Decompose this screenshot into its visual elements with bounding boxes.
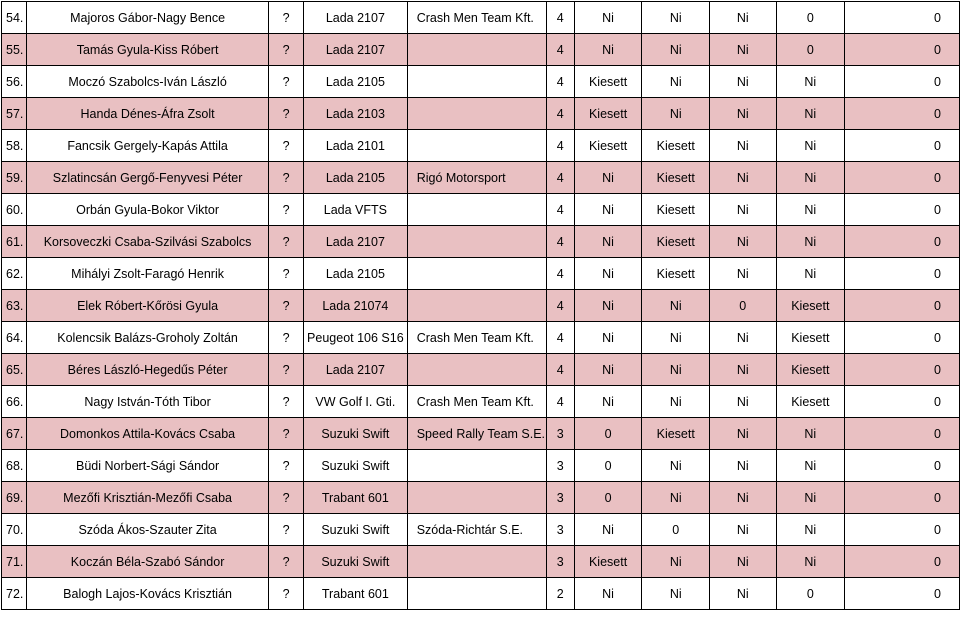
nationality-cell: ?	[269, 66, 304, 98]
team-cell: Crash Men Team Kft.	[407, 2, 546, 34]
car-cell: Suzuki Swift	[304, 546, 408, 578]
stage-1-cell: Ni	[574, 2, 642, 34]
class-cell: 3	[546, 546, 574, 578]
nationality-cell: ?	[269, 354, 304, 386]
stage-3-cell: Ni	[710, 322, 776, 354]
stage-2-cell: Ni	[642, 98, 710, 130]
position-cell: 70.	[2, 514, 27, 546]
stage-4-cell: 0	[776, 2, 845, 34]
table-row	[2, 514, 960, 546]
stage-3-cell: Ni	[710, 482, 776, 514]
table-row	[2, 258, 960, 290]
position-cell: 56.	[2, 66, 27, 98]
crew-cell: Moczó Szabolcs-Iván László	[26, 66, 268, 98]
team-cell: Szóda-Richtár S.E.	[407, 514, 546, 546]
nationality-cell: ?	[269, 194, 304, 226]
team-cell	[407, 130, 546, 162]
table-row	[2, 34, 960, 66]
car-cell: Lada 2105	[304, 258, 408, 290]
class-cell: 4	[546, 258, 574, 290]
stage-4-cell: Ni	[776, 66, 845, 98]
points-cell: 0	[845, 546, 960, 578]
stage-3-cell: Ni	[710, 450, 776, 482]
nationality-cell: ?	[269, 450, 304, 482]
class-cell: 4	[546, 130, 574, 162]
stage-2-cell: 0	[642, 514, 710, 546]
stage-2-cell: Ni	[642, 482, 710, 514]
crew-cell: Szóda Ákos-Szauter Zita	[26, 514, 268, 546]
stage-3-cell: Ni	[710, 578, 776, 610]
table-row	[2, 130, 960, 162]
stage-3-cell: Ni	[710, 66, 776, 98]
stage-1-cell: Ni	[574, 258, 642, 290]
stage-3-cell: Ni	[710, 226, 776, 258]
team-cell	[407, 546, 546, 578]
table-row	[2, 66, 960, 98]
stage-3-cell: Ni	[710, 418, 776, 450]
class-cell: 4	[546, 2, 574, 34]
crew-cell: Mezőfi Krisztián-Mezőfi Csaba	[26, 482, 268, 514]
position-cell: 63.	[2, 290, 27, 322]
stage-4-cell: Ni	[776, 450, 845, 482]
team-cell: Crash Men Team Kft.	[407, 322, 546, 354]
team-cell	[407, 354, 546, 386]
stage-3-cell: Ni	[710, 34, 776, 66]
results-table	[1, 1, 960, 610]
points-cell: 0	[845, 194, 960, 226]
crew-cell: Tamás Gyula-Kiss Róbert	[26, 34, 268, 66]
crew-cell: Elek Róbert-Kőrösi Gyula	[26, 290, 268, 322]
crew-cell: Fancsik Gergely-Kapás Attila	[26, 130, 268, 162]
position-cell: 67.	[2, 418, 27, 450]
stage-4-cell: Ni	[776, 194, 845, 226]
team-cell	[407, 290, 546, 322]
stage-2-cell: Ni	[642, 386, 710, 418]
car-cell: Trabant 601	[304, 482, 408, 514]
position-cell: 62.	[2, 258, 27, 290]
nationality-cell: ?	[269, 418, 304, 450]
table-row	[2, 450, 960, 482]
car-cell: Lada 2107	[304, 34, 408, 66]
team-cell	[407, 482, 546, 514]
stage-4-cell: Ni	[776, 482, 845, 514]
team-cell: Crash Men Team Kft.	[407, 386, 546, 418]
car-cell: Suzuki Swift	[304, 450, 408, 482]
table-row	[2, 2, 960, 34]
stage-1-cell: Kiesett	[574, 66, 642, 98]
team-cell	[407, 578, 546, 610]
car-cell: VW Golf I. Gti.	[304, 386, 408, 418]
points-cell: 0	[845, 258, 960, 290]
nationality-cell: ?	[269, 290, 304, 322]
points-cell: 0	[845, 386, 960, 418]
stage-1-cell: Ni	[574, 386, 642, 418]
nationality-cell: ?	[269, 98, 304, 130]
position-cell: 71.	[2, 546, 27, 578]
position-cell: 55.	[2, 34, 27, 66]
car-cell: Suzuki Swift	[304, 418, 408, 450]
points-cell: 0	[845, 450, 960, 482]
stage-4-cell: Ni	[776, 226, 845, 258]
nationality-cell: ?	[269, 226, 304, 258]
stage-4-cell: 0	[776, 578, 845, 610]
team-cell	[407, 66, 546, 98]
car-cell: Lada 2107	[304, 354, 408, 386]
stage-2-cell: Ni	[642, 578, 710, 610]
table-row	[2, 482, 960, 514]
nationality-cell: ?	[269, 578, 304, 610]
class-cell: 4	[546, 290, 574, 322]
class-cell: 4	[546, 322, 574, 354]
nationality-cell: ?	[269, 386, 304, 418]
stage-2-cell: Ni	[642, 450, 710, 482]
position-cell: 59.	[2, 162, 27, 194]
class-cell: 4	[546, 226, 574, 258]
position-cell: 69.	[2, 482, 27, 514]
class-cell: 3	[546, 418, 574, 450]
stage-4-cell: Kiesett	[776, 354, 845, 386]
crew-cell: Kolencsik Balázs-Groholy Zoltán	[26, 322, 268, 354]
position-cell: 68.	[2, 450, 27, 482]
nationality-cell: ?	[269, 514, 304, 546]
stage-1-cell: Ni	[574, 290, 642, 322]
table-row	[2, 226, 960, 258]
table-row	[2, 98, 960, 130]
crew-cell: Domonkos Attila-Kovács Csaba	[26, 418, 268, 450]
stage-1-cell: 0	[574, 450, 642, 482]
points-cell: 0	[845, 290, 960, 322]
points-cell: 0	[845, 98, 960, 130]
crew-cell: Balogh Lajos-Kovács Krisztián	[26, 578, 268, 610]
stage-2-cell: Kiesett	[642, 194, 710, 226]
stage-3-cell: 0	[710, 290, 776, 322]
points-cell: 0	[845, 66, 960, 98]
car-cell: Lada 2105	[304, 162, 408, 194]
class-cell: 4	[546, 66, 574, 98]
stage-2-cell: Ni	[642, 354, 710, 386]
stage-4-cell: Ni	[776, 546, 845, 578]
stage-1-cell: 0	[574, 482, 642, 514]
stage-2-cell: Kiesett	[642, 258, 710, 290]
table-row	[2, 418, 960, 450]
position-cell: 61.	[2, 226, 27, 258]
nationality-cell: ?	[269, 130, 304, 162]
stage-3-cell: Ni	[710, 194, 776, 226]
car-cell: Trabant 601	[304, 578, 408, 610]
points-cell: 0	[845, 226, 960, 258]
position-cell: 60.	[2, 194, 27, 226]
car-cell: Lada 2105	[304, 66, 408, 98]
stage-3-cell: Ni	[710, 386, 776, 418]
stage-4-cell: Kiesett	[776, 322, 845, 354]
table-row	[2, 386, 960, 418]
stage-3-cell: Ni	[710, 354, 776, 386]
stage-1-cell: Ni	[574, 34, 642, 66]
stage-1-cell: Ni	[574, 354, 642, 386]
crew-cell: Mihályi Zsolt-Faragó Henrik	[26, 258, 268, 290]
nationality-cell: ?	[269, 258, 304, 290]
car-cell: Suzuki Swift	[304, 514, 408, 546]
team-cell	[407, 98, 546, 130]
stage-1-cell: Ni	[574, 226, 642, 258]
crew-cell: Korsoveczki Csaba-Szilvási Szabolcs	[26, 226, 268, 258]
stage-2-cell: Ni	[642, 2, 710, 34]
stage-2-cell: Ni	[642, 546, 710, 578]
car-cell: Lada 2103	[304, 98, 408, 130]
points-cell: 0	[845, 354, 960, 386]
position-cell: 64.	[2, 322, 27, 354]
points-cell: 0	[845, 418, 960, 450]
team-cell	[407, 226, 546, 258]
stage-3-cell: Ni	[710, 98, 776, 130]
table-row	[2, 290, 960, 322]
stage-4-cell: Ni	[776, 418, 845, 450]
stage-3-cell: Ni	[710, 546, 776, 578]
stage-4-cell: Ni	[776, 514, 845, 546]
nationality-cell: ?	[269, 34, 304, 66]
stage-3-cell: Ni	[710, 162, 776, 194]
crew-cell: Orbán Gyula-Bokor Viktor	[26, 194, 268, 226]
stage-1-cell: Ni	[574, 578, 642, 610]
stage-4-cell: Kiesett	[776, 386, 845, 418]
table-row	[2, 578, 960, 610]
team-cell	[407, 34, 546, 66]
class-cell: 3	[546, 450, 574, 482]
position-cell: 72.	[2, 578, 27, 610]
nationality-cell: ?	[269, 482, 304, 514]
stage-1-cell: Ni	[574, 514, 642, 546]
table-row	[2, 162, 960, 194]
stage-3-cell: Ni	[710, 130, 776, 162]
stage-4-cell: 0	[776, 34, 845, 66]
stage-4-cell: Ni	[776, 130, 845, 162]
points-cell: 0	[845, 482, 960, 514]
table-row	[2, 354, 960, 386]
team-cell	[407, 258, 546, 290]
nationality-cell: ?	[269, 162, 304, 194]
stage-2-cell: Ni	[642, 34, 710, 66]
crew-cell: Nagy István-Tóth Tibor	[26, 386, 268, 418]
points-cell: 0	[845, 578, 960, 610]
class-cell: 4	[546, 386, 574, 418]
nationality-cell: ?	[269, 2, 304, 34]
team-cell	[407, 450, 546, 482]
crew-cell: Koczán Béla-Szabó Sándor	[26, 546, 268, 578]
stage-1-cell: Kiesett	[574, 130, 642, 162]
stage-4-cell: Ni	[776, 98, 845, 130]
points-cell: 0	[845, 514, 960, 546]
stage-4-cell: Ni	[776, 258, 845, 290]
stage-2-cell: Ni	[642, 66, 710, 98]
stage-4-cell: Ni	[776, 162, 845, 194]
table-row	[2, 322, 960, 354]
points-cell: 0	[845, 130, 960, 162]
stage-4-cell: Kiesett	[776, 290, 845, 322]
stage-3-cell: Ni	[710, 514, 776, 546]
stage-2-cell: Kiesett	[642, 418, 710, 450]
class-cell: 2	[546, 578, 574, 610]
table-row	[2, 546, 960, 578]
position-cell: 65.	[2, 354, 27, 386]
position-cell: 66.	[2, 386, 27, 418]
position-cell: 58.	[2, 130, 27, 162]
car-cell: Lada 2107	[304, 226, 408, 258]
crew-cell: Büdi Norbert-Sági Sándor	[26, 450, 268, 482]
position-cell: 57.	[2, 98, 27, 130]
car-cell: Lada 21074	[304, 290, 408, 322]
stage-3-cell: Ni	[710, 258, 776, 290]
class-cell: 3	[546, 482, 574, 514]
crew-cell: Majoros Gábor-Nagy Bence	[26, 2, 268, 34]
stage-3-cell: Ni	[710, 2, 776, 34]
car-cell: Lada 2101	[304, 130, 408, 162]
position-cell: 54.	[2, 2, 27, 34]
table-row	[2, 194, 960, 226]
car-cell: Peugeot 106 S16	[304, 322, 408, 354]
points-cell: 0	[845, 162, 960, 194]
crew-cell: Handa Dénes-Áfra Zsolt	[26, 98, 268, 130]
class-cell: 4	[546, 98, 574, 130]
stage-2-cell: Kiesett	[642, 162, 710, 194]
stage-1-cell: Kiesett	[574, 98, 642, 130]
crew-cell: Szlatincsán Gergő-Fenyvesi Péter	[26, 162, 268, 194]
stage-1-cell: 0	[574, 418, 642, 450]
car-cell: Lada VFTS	[304, 194, 408, 226]
stage-2-cell: Kiesett	[642, 226, 710, 258]
points-cell: 0	[845, 2, 960, 34]
crew-cell: Béres László-Hegedűs Péter	[26, 354, 268, 386]
class-cell: 4	[546, 354, 574, 386]
class-cell: 4	[546, 34, 574, 66]
points-cell: 0	[845, 34, 960, 66]
team-cell	[407, 194, 546, 226]
class-cell: 4	[546, 194, 574, 226]
results-table-body	[2, 2, 960, 610]
stage-2-cell: Ni	[642, 290, 710, 322]
team-cell: Rigó Motorsport	[407, 162, 546, 194]
stage-1-cell: Ni	[574, 194, 642, 226]
team-cell: Speed Rally Team S.E.	[407, 418, 546, 450]
stage-1-cell: Kiesett	[574, 546, 642, 578]
stage-1-cell: Ni	[574, 322, 642, 354]
nationality-cell: ?	[269, 322, 304, 354]
points-cell: 0	[845, 322, 960, 354]
stage-2-cell: Kiesett	[642, 130, 710, 162]
class-cell: 3	[546, 514, 574, 546]
stage-1-cell: Ni	[574, 162, 642, 194]
car-cell: Lada 2107	[304, 2, 408, 34]
nationality-cell: ?	[269, 546, 304, 578]
stage-2-cell: Ni	[642, 322, 710, 354]
class-cell: 4	[546, 162, 574, 194]
